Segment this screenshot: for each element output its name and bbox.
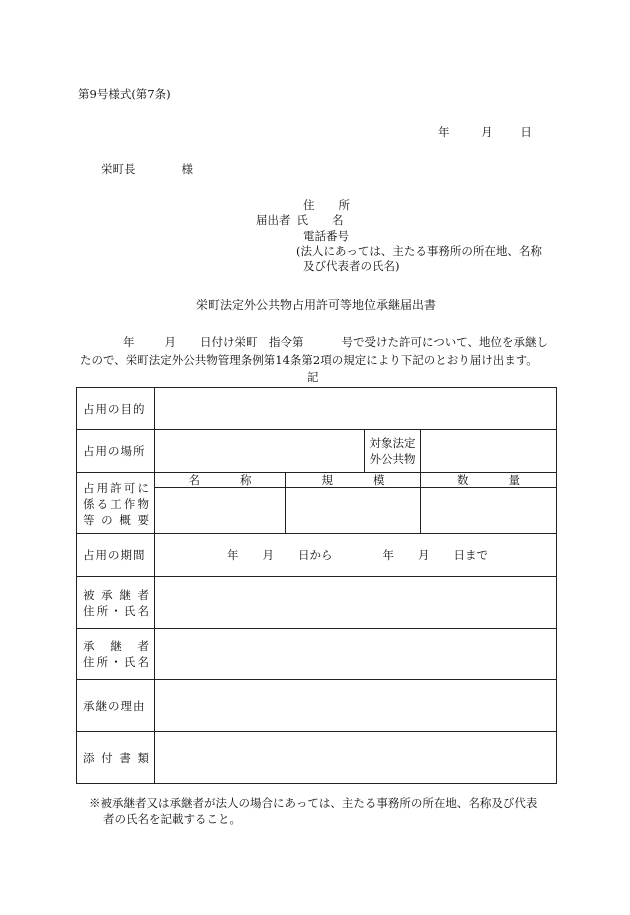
structure-scale-field[interactable] (286, 488, 421, 534)
structure-qty-field[interactable] (421, 488, 557, 534)
structure-label: 占用許可に 係る工作物 等の概要 (77, 473, 155, 534)
addressee-honorific: 様 (181, 162, 193, 176)
date-line (438, 124, 532, 140)
body-line2: たので、栄町法定外公共物管理条例第14条第2項の規定により下記のとおり届け出ます。 (80, 353, 538, 367)
col-qty-header: 数 量 (421, 473, 557, 488)
successor-label: 承継者 住所・氏名 (77, 629, 155, 680)
successor-field[interactable] (155, 629, 557, 680)
reason-field[interactable] (155, 680, 557, 732)
attachments-field[interactable] (155, 732, 557, 784)
addressee (101, 161, 193, 177)
row-attachments (77, 732, 557, 784)
row-reason (77, 680, 557, 732)
footnote-line2: 者の氏名を記載すること。 (103, 812, 241, 826)
location-field[interactable] (155, 430, 365, 473)
col-name-header: 名 称 (155, 473, 286, 488)
period-field[interactable]: 年 月 日から 年 月 日まで (155, 534, 557, 577)
document-title: 栄町法定外公共物占用許可等地位承継届出書 (196, 298, 437, 312)
footnote-line1: ※被承継者又は承継者が法人の場合にあっては、主たる事務所の所在地、名称及び代表 (89, 796, 538, 810)
applicant-name-row: 届出者 氏 名 (256, 213, 344, 227)
date-day: 日 (520, 125, 532, 139)
applicant-note-line1: (法人にあっては、主たる事務所の所在地、名称 (296, 244, 542, 258)
attachments-label: 添付書類 (77, 732, 155, 784)
purpose-label: 占用の目的 (77, 388, 155, 430)
applicant-label: 届出者 (256, 213, 291, 227)
date-month: 月 (481, 125, 493, 139)
reason-label: 承継の理由 (77, 680, 155, 732)
target-label: 対象法定 外公共物 (365, 430, 421, 473)
period-label: 占用の期間 (77, 534, 155, 577)
ki-marker: 記 (307, 370, 319, 384)
addressee-name: 栄町長 (101, 162, 136, 176)
row-structure-header (77, 473, 557, 488)
location-label: 占用の場所 (77, 430, 155, 473)
body-line1: 年 月 日付け栄町 指令第 号で受けた許可について、地位を承継し (123, 335, 549, 349)
date-year: 年 (438, 125, 450, 139)
applicant-address-label: 住 所 (303, 198, 350, 212)
predecessor-label: 被承継者 住所・氏名 (77, 577, 155, 629)
predecessor-field[interactable] (155, 577, 557, 629)
col-scale-header: 規 模 (286, 473, 421, 488)
form-number-label: 第9号様式(第7条) (78, 87, 171, 101)
applicant-note-line2: 及び代表者の氏名) (303, 259, 400, 273)
purpose-field[interactable] (155, 388, 557, 430)
row-successor (77, 629, 557, 680)
row-predecessor (77, 577, 557, 629)
target-field[interactable] (421, 430, 557, 473)
row-purpose (77, 388, 557, 430)
structure-name-field[interactable] (155, 488, 286, 534)
row-period (77, 534, 557, 577)
notification-form-table (76, 387, 557, 784)
applicant-tel-label: 電話番号 (303, 229, 349, 243)
row-location (77, 430, 557, 473)
